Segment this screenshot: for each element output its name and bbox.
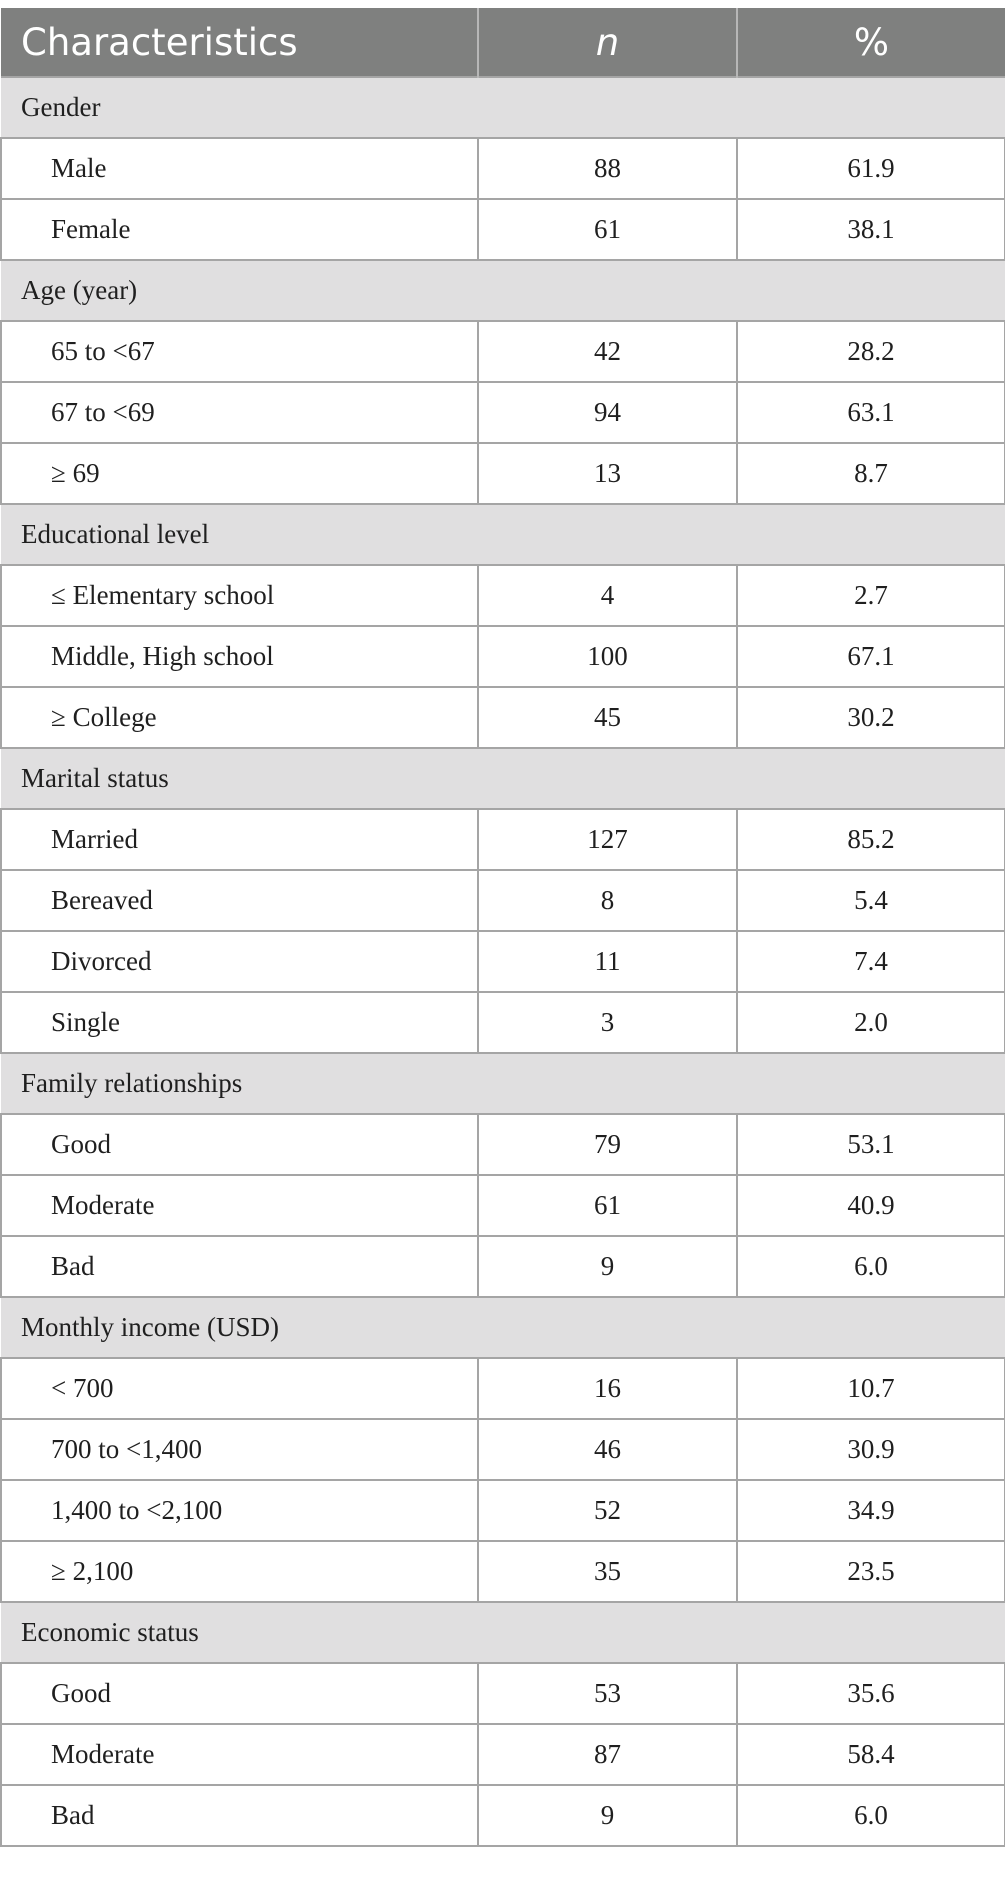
row-label: 700 to <1,400 — [1, 1419, 478, 1480]
row-n: 42 — [478, 321, 737, 382]
row-n: 35 — [478, 1541, 737, 1602]
row-label: ≤ Elementary school — [1, 565, 478, 626]
row-percent: 67.1 — [737, 626, 1005, 687]
row-n: 79 — [478, 1114, 737, 1175]
row-n: 94 — [478, 382, 737, 443]
row-label: Bad — [1, 1785, 478, 1846]
row-label: < 700 — [1, 1358, 478, 1419]
row-n: 11 — [478, 931, 737, 992]
table-row — [1, 382, 1005, 443]
table-row — [1, 1785, 1005, 1846]
row-percent: 23.5 — [737, 1541, 1005, 1602]
row-percent: 5.4 — [737, 870, 1005, 931]
row-label: 67 to <69 — [1, 382, 478, 443]
table-row — [1, 1663, 1005, 1724]
row-percent: 8.7 — [737, 443, 1005, 504]
row-n: 46 — [478, 1419, 737, 1480]
table-row — [1, 809, 1005, 870]
table-row — [1, 1480, 1005, 1541]
row-n: 13 — [478, 443, 737, 504]
row-n: 127 — [478, 809, 737, 870]
group-title: Age (year) — [1, 260, 1005, 321]
row-n: 9 — [478, 1236, 737, 1297]
group-title: Gender — [1, 77, 1005, 138]
row-label: Bad — [1, 1236, 478, 1297]
table-row — [1, 1236, 1005, 1297]
row-label: ≥ 69 — [1, 443, 478, 504]
row-percent: 6.0 — [737, 1236, 1005, 1297]
row-percent: 2.0 — [737, 992, 1005, 1053]
row-percent: 35.6 — [737, 1663, 1005, 1724]
table-row — [1, 1541, 1005, 1602]
header-percent: % — [737, 8, 1005, 77]
table-row — [1, 626, 1005, 687]
row-percent: 30.9 — [737, 1419, 1005, 1480]
group-title: Economic status — [1, 1602, 1005, 1663]
group-title: Marital status — [1, 748, 1005, 809]
row-label: 1,400 to <2,100 — [1, 1480, 478, 1541]
row-percent: 7.4 — [737, 931, 1005, 992]
table-row — [1, 1358, 1005, 1419]
table-row — [1, 1114, 1005, 1175]
group-row — [1, 1297, 1005, 1358]
row-percent: 38.1 — [737, 199, 1005, 260]
row-percent: 34.9 — [737, 1480, 1005, 1541]
table-header — [1, 8, 1005, 77]
characteristics-table — [0, 8, 1005, 1847]
group-row — [1, 1053, 1005, 1114]
group-title: Educational level — [1, 504, 1005, 565]
row-n: 61 — [478, 199, 737, 260]
row-n: 9 — [478, 1785, 737, 1846]
header-n: n — [478, 8, 737, 77]
group-row — [1, 1602, 1005, 1663]
row-n: 3 — [478, 992, 737, 1053]
row-n: 8 — [478, 870, 737, 931]
row-n: 45 — [478, 687, 737, 748]
row-percent: 85.2 — [737, 809, 1005, 870]
table-body — [1, 77, 1005, 1846]
row-label: Male — [1, 138, 478, 199]
table-row — [1, 931, 1005, 992]
row-percent: 28.2 — [737, 321, 1005, 382]
row-percent: 2.7 — [737, 565, 1005, 626]
group-row — [1, 260, 1005, 321]
table-row — [1, 1724, 1005, 1785]
row-percent: 40.9 — [737, 1175, 1005, 1236]
table-row — [1, 687, 1005, 748]
header-characteristics: Characteristics — [1, 8, 478, 77]
row-label: ≥ College — [1, 687, 478, 748]
row-percent: 53.1 — [737, 1114, 1005, 1175]
group-row — [1, 77, 1005, 138]
row-percent: 10.7 — [737, 1358, 1005, 1419]
table-row — [1, 321, 1005, 382]
row-percent: 61.9 — [737, 138, 1005, 199]
table-row — [1, 870, 1005, 931]
table-row — [1, 199, 1005, 260]
row-n: 100 — [478, 626, 737, 687]
row-n: 4 — [478, 565, 737, 626]
row-percent: 63.1 — [737, 382, 1005, 443]
group-title: Family relationships — [1, 1053, 1005, 1114]
row-label: Good — [1, 1114, 478, 1175]
row-label: Moderate — [1, 1175, 478, 1236]
row-label: Bereaved — [1, 870, 478, 931]
table-row — [1, 992, 1005, 1053]
table-row — [1, 138, 1005, 199]
row-n: 16 — [478, 1358, 737, 1419]
table-row — [1, 1175, 1005, 1236]
row-percent: 6.0 — [737, 1785, 1005, 1846]
row-n: 88 — [478, 138, 737, 199]
row-label: 65 to <67 — [1, 321, 478, 382]
row-label: ≥ 2,100 — [1, 1541, 478, 1602]
row-label: Single — [1, 992, 478, 1053]
row-percent: 58.4 — [737, 1724, 1005, 1785]
group-title: Monthly income (USD) — [1, 1297, 1005, 1358]
group-row — [1, 748, 1005, 809]
row-label: Moderate — [1, 1724, 478, 1785]
group-row — [1, 504, 1005, 565]
header-row — [1, 8, 1005, 77]
row-label: Good — [1, 1663, 478, 1724]
row-percent: 30.2 — [737, 687, 1005, 748]
table-row — [1, 443, 1005, 504]
row-n: 53 — [478, 1663, 737, 1724]
row-label: Middle, High school — [1, 626, 478, 687]
table-row — [1, 1419, 1005, 1480]
row-label: Married — [1, 809, 478, 870]
row-n: 52 — [478, 1480, 737, 1541]
row-n: 61 — [478, 1175, 737, 1236]
table-row — [1, 565, 1005, 626]
row-n: 87 — [478, 1724, 737, 1785]
row-label: Divorced — [1, 931, 478, 992]
row-label: Female — [1, 199, 478, 260]
